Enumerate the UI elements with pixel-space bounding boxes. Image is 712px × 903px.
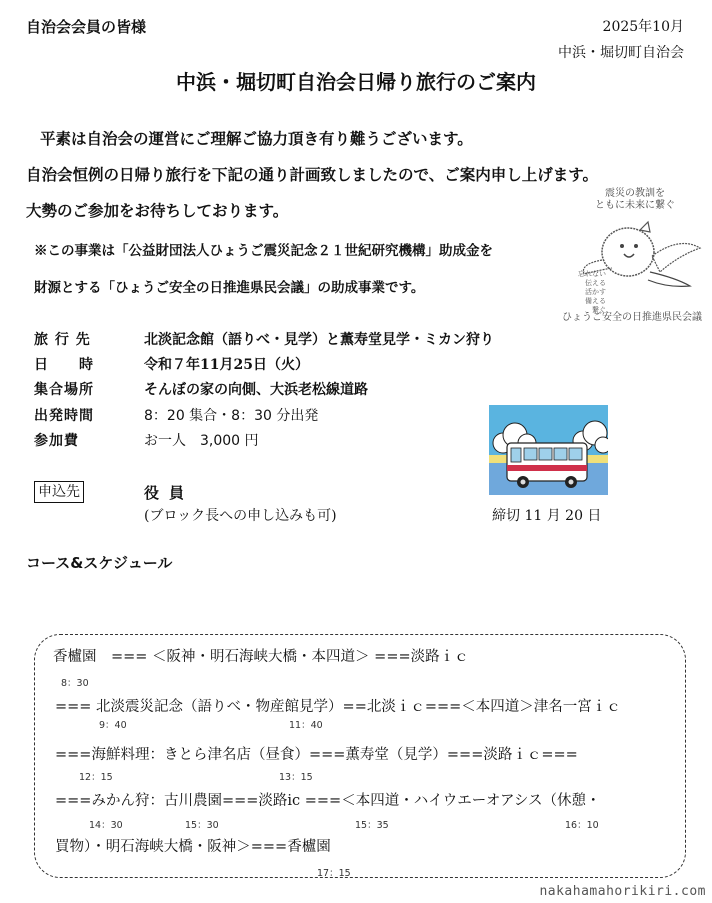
detail-label: 出発時間 xyxy=(34,408,94,424)
bus-illustration-icon xyxy=(489,405,608,495)
document-title: 中浜・堀切町自治会日帰り旅行のご案内 xyxy=(176,70,536,94)
schedule-box xyxy=(34,634,686,878)
detail-value: お一人 3,000 円 xyxy=(144,433,259,449)
schedule-time: 15：30 xyxy=(185,820,219,831)
logo-side-word: 活かす xyxy=(585,288,606,296)
logo-footer: ひょうご安全の日推進県民会議 xyxy=(562,312,702,323)
detail-label: 旅 行 先 xyxy=(34,332,91,348)
intro-paragraph: 平素は自治会の運営にご理解ご協力頂き有り難うございます。 xyxy=(40,129,473,148)
detail-row-fee xyxy=(34,430,259,450)
detail-row-meeting-place xyxy=(34,379,368,399)
schedule-time: 9：40 xyxy=(99,720,127,731)
logo-slogan-line: ともに未来に繋ぐ xyxy=(595,200,675,211)
schedule-line: === 北淡震災記念（語りべ・物産館見学）==北淡ｉｃ===＜本四道＞津名一宮ｉｃ xyxy=(55,699,621,715)
intro-paragraph: 大勢のご参加をお待ちしております。 xyxy=(26,201,289,220)
schedule-time: 15：35 xyxy=(355,820,389,831)
course-section-title: コース&スケジュール xyxy=(26,554,173,572)
schedule-time: 14：30 xyxy=(89,820,123,831)
application-deadline: 締切 11 月 20 日 xyxy=(492,508,602,524)
detail-value: 北淡記念館（語りべ・見学）と薫寿堂見学・ミカン狩り xyxy=(144,332,494,348)
schedule-time: 11：40 xyxy=(289,720,323,731)
logo-side-word: 繋ぐ xyxy=(592,306,606,314)
detail-label: 集合場所 xyxy=(34,382,94,398)
detail-row-datetime xyxy=(34,354,309,374)
logo-side-word: 忘れない xyxy=(578,270,606,278)
site-watermark: nakahamahorikiri.com xyxy=(539,884,706,899)
schedule-time: 13：15 xyxy=(279,772,313,783)
schedule-line: ===みかん狩：古川農園===淡路ic ===＜本四道・ハイウエーオアシス（休憩・ xyxy=(55,793,601,809)
application-note: (ブロック長への申し込みも可) xyxy=(144,508,337,524)
detail-value: 8：20 集合・8：30 分出発 xyxy=(144,408,319,424)
organization-name: 中浜・堀切町自治会 xyxy=(558,45,684,61)
logo-side-word: 伝える xyxy=(585,279,606,287)
logo-side-word: 備える xyxy=(585,297,606,305)
schedule-time: 12：15 xyxy=(79,772,113,783)
funding-note: ※この事業は「公益財団法人ひょうご震災記念２１世紀研究機構」助成金を xyxy=(34,243,493,259)
detail-value: そんぼの家の向側、大浜老松線道路 xyxy=(144,382,368,398)
schedule-time: 16：10 xyxy=(565,820,599,831)
schedule-line: 香櫨園 === ＜阪神・明石海峡大橋・本四道＞ ===淡路ｉｃ xyxy=(53,649,469,665)
detail-label: 日 時 xyxy=(34,357,94,373)
schedule-time: 17：15 xyxy=(317,868,351,879)
funding-note: 財源とする「ひょうご安全の日推進県民会議」の助成事業です。 xyxy=(34,280,425,296)
application-contact: 役員 xyxy=(144,484,195,502)
detail-value: 令和７年11月25日（火） xyxy=(144,357,309,373)
detail-label: 参加費 xyxy=(34,433,79,449)
safety-day-logo xyxy=(560,186,710,326)
application-label: 申込先 xyxy=(34,481,84,503)
detail-row-destination xyxy=(34,329,494,349)
detail-row-departure-time xyxy=(34,405,318,425)
schedule-line: ===海鮮料理：きとら津名店（昼食）===薫寿堂（見学）===淡路ｉｃ=== xyxy=(55,747,578,763)
schedule-line: 買物）・明石海峡大橋・阪神＞===香櫨園 xyxy=(55,839,331,855)
logo-slogan-line: 震災の教訓を xyxy=(605,188,665,199)
addressee: 自治会会員の皆様 xyxy=(26,18,147,36)
issue-date: 2025年10月 xyxy=(602,19,684,35)
intro-paragraph: 自治会恒例の日帰り旅行を下記の通り計画致しましたので、ご案内申し上げます。 xyxy=(26,165,598,184)
schedule-time: 8：30 xyxy=(61,678,89,689)
